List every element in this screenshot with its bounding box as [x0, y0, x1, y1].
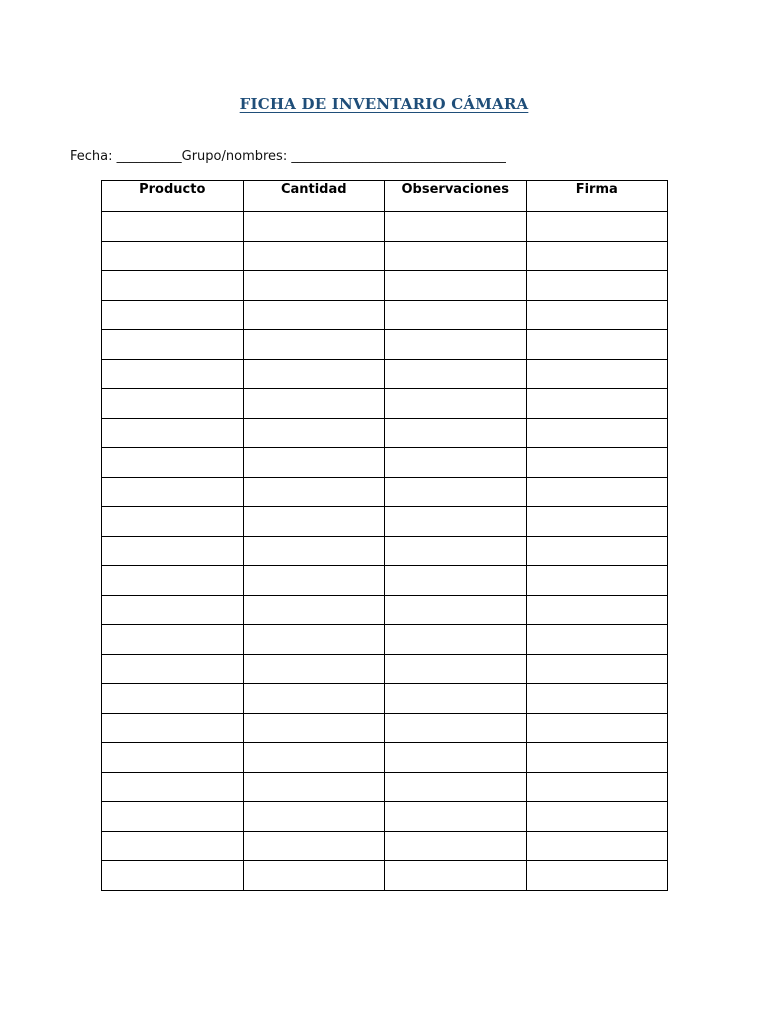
- cell-firma[interactable]: [526, 625, 668, 655]
- table-row: [102, 448, 668, 478]
- cell-producto[interactable]: [102, 595, 244, 625]
- table-row: [102, 212, 668, 242]
- cell-cantidad[interactable]: [243, 507, 385, 537]
- cell-producto[interactable]: [102, 330, 244, 360]
- cell-cantidad[interactable]: [243, 448, 385, 478]
- cell-firma[interactable]: [526, 566, 668, 596]
- cell-firma[interactable]: [526, 861, 668, 891]
- cell-producto[interactable]: [102, 448, 244, 478]
- cell-firma[interactable]: [526, 418, 668, 448]
- grupo-nombres-label: Grupo/nombres:: [181, 149, 288, 164]
- cell-firma[interactable]: [526, 271, 668, 301]
- cell-firma[interactable]: [526, 448, 668, 478]
- cell-producto[interactable]: [102, 713, 244, 743]
- cell-observaciones[interactable]: [385, 772, 527, 802]
- cell-observaciones[interactable]: [385, 359, 527, 389]
- cell-producto[interactable]: [102, 241, 244, 271]
- cell-firma[interactable]: [526, 389, 668, 419]
- cell-producto[interactable]: [102, 684, 244, 714]
- cell-cantidad[interactable]: [243, 271, 385, 301]
- cell-cantidad[interactable]: [243, 684, 385, 714]
- header-row: [102, 181, 668, 212]
- column-header-producto: Producto: [102, 181, 244, 212]
- cell-producto[interactable]: [102, 477, 244, 507]
- cell-cantidad[interactable]: [243, 477, 385, 507]
- cell-observaciones[interactable]: [385, 595, 527, 625]
- table-row: [102, 684, 668, 714]
- table-row: [102, 241, 668, 271]
- table-row: [102, 536, 668, 566]
- table-row: [102, 654, 668, 684]
- cell-cantidad[interactable]: [243, 654, 385, 684]
- table-row: [102, 359, 668, 389]
- cell-observaciones[interactable]: [385, 212, 527, 242]
- cell-observaciones[interactable]: [385, 300, 527, 330]
- cell-observaciones[interactable]: [385, 448, 527, 478]
- cell-observaciones[interactable]: [385, 536, 527, 566]
- table-row: [102, 625, 668, 655]
- cell-observaciones[interactable]: [385, 566, 527, 596]
- cell-firma[interactable]: [526, 536, 668, 566]
- cell-observaciones[interactable]: [385, 625, 527, 655]
- table-row: [102, 271, 668, 301]
- cell-observaciones[interactable]: [385, 507, 527, 537]
- cell-cantidad[interactable]: [243, 536, 385, 566]
- cell-observaciones[interactable]: [385, 802, 527, 832]
- cell-producto[interactable]: [102, 418, 244, 448]
- table-row: [102, 861, 668, 891]
- inventory-table: [101, 180, 668, 891]
- document-title: FICHA DE INVENTARIO CÁMARA: [239, 95, 529, 113]
- table-row: [102, 566, 668, 596]
- fecha-label: Fecha:: [70, 149, 113, 164]
- cell-firma[interactable]: [526, 359, 668, 389]
- table-row: [102, 831, 668, 861]
- table-row: [102, 389, 668, 419]
- cell-firma[interactable]: [526, 507, 668, 537]
- cell-producto[interactable]: [102, 743, 244, 773]
- cell-firma[interactable]: [526, 300, 668, 330]
- cell-firma[interactable]: [526, 684, 668, 714]
- cell-observaciones[interactable]: [385, 831, 527, 861]
- cell-producto[interactable]: [102, 536, 244, 566]
- cell-cantidad[interactable]: [243, 389, 385, 419]
- cell-cantidad[interactable]: [243, 713, 385, 743]
- cell-observaciones[interactable]: [385, 684, 527, 714]
- column-header-observaciones: Observaciones: [385, 181, 527, 212]
- cell-observaciones[interactable]: [385, 389, 527, 419]
- cell-observaciones[interactable]: [385, 477, 527, 507]
- cell-cantidad[interactable]: [243, 595, 385, 625]
- inventory-table-body: [102, 212, 668, 891]
- cell-cantidad[interactable]: [243, 359, 385, 389]
- table-row: [102, 300, 668, 330]
- table-row: [102, 802, 668, 832]
- cell-producto[interactable]: [102, 625, 244, 655]
- cell-producto[interactable]: [102, 802, 244, 832]
- cell-firma[interactable]: [526, 212, 668, 242]
- cell-producto[interactable]: [102, 212, 244, 242]
- grupo-nombres-blank-line[interactable]: _________________________________: [291, 149, 506, 164]
- cell-observaciones[interactable]: [385, 654, 527, 684]
- cell-firma[interactable]: [526, 654, 668, 684]
- cell-observaciones[interactable]: [385, 241, 527, 271]
- header-fields: [70, 149, 506, 164]
- cell-observaciones[interactable]: [385, 330, 527, 360]
- cell-cantidad[interactable]: [243, 743, 385, 773]
- cell-firma[interactable]: [526, 330, 668, 360]
- cell-cantidad[interactable]: [243, 802, 385, 832]
- cell-producto[interactable]: [102, 359, 244, 389]
- cell-producto[interactable]: [102, 831, 244, 861]
- cell-producto[interactable]: [102, 861, 244, 891]
- cell-firma[interactable]: [526, 831, 668, 861]
- cell-cantidad[interactable]: [243, 241, 385, 271]
- column-header-cantidad: Cantidad: [243, 181, 385, 212]
- cell-cantidad[interactable]: [243, 625, 385, 655]
- column-header-firma: Firma: [526, 181, 668, 212]
- cell-producto[interactable]: [102, 389, 244, 419]
- cell-firma[interactable]: [526, 595, 668, 625]
- table-row: [102, 330, 668, 360]
- cell-producto[interactable]: [102, 300, 244, 330]
- table-row: [102, 595, 668, 625]
- cell-observaciones[interactable]: [385, 271, 527, 301]
- cell-firma[interactable]: [526, 477, 668, 507]
- table-row: [102, 713, 668, 743]
- table-row: [102, 772, 668, 802]
- cell-cantidad[interactable]: [243, 300, 385, 330]
- cell-firma[interactable]: [526, 241, 668, 271]
- cell-firma[interactable]: [526, 713, 668, 743]
- table-row: [102, 743, 668, 773]
- cell-cantidad[interactable]: [243, 418, 385, 448]
- cell-cantidad[interactable]: [243, 330, 385, 360]
- cell-cantidad[interactable]: [243, 212, 385, 242]
- cell-cantidad[interactable]: [243, 772, 385, 802]
- fecha-blank-line[interactable]: __________: [116, 149, 182, 164]
- cell-producto[interactable]: [102, 566, 244, 596]
- table-row: [102, 507, 668, 537]
- cell-producto[interactable]: [102, 271, 244, 301]
- cell-firma[interactable]: [526, 802, 668, 832]
- cell-producto[interactable]: [102, 772, 244, 802]
- cell-observaciones[interactable]: [385, 743, 527, 773]
- cell-cantidad[interactable]: [243, 861, 385, 891]
- cell-cantidad[interactable]: [243, 831, 385, 861]
- table-row: [102, 477, 668, 507]
- cell-producto[interactable]: [102, 507, 244, 537]
- table-row: [102, 418, 668, 448]
- cell-cantidad[interactable]: [243, 566, 385, 596]
- cell-observaciones[interactable]: [385, 713, 527, 743]
- cell-observaciones[interactable]: [385, 861, 527, 891]
- cell-producto[interactable]: [102, 654, 244, 684]
- cell-firma[interactable]: [526, 772, 668, 802]
- cell-firma[interactable]: [526, 743, 668, 773]
- cell-observaciones[interactable]: [385, 418, 527, 448]
